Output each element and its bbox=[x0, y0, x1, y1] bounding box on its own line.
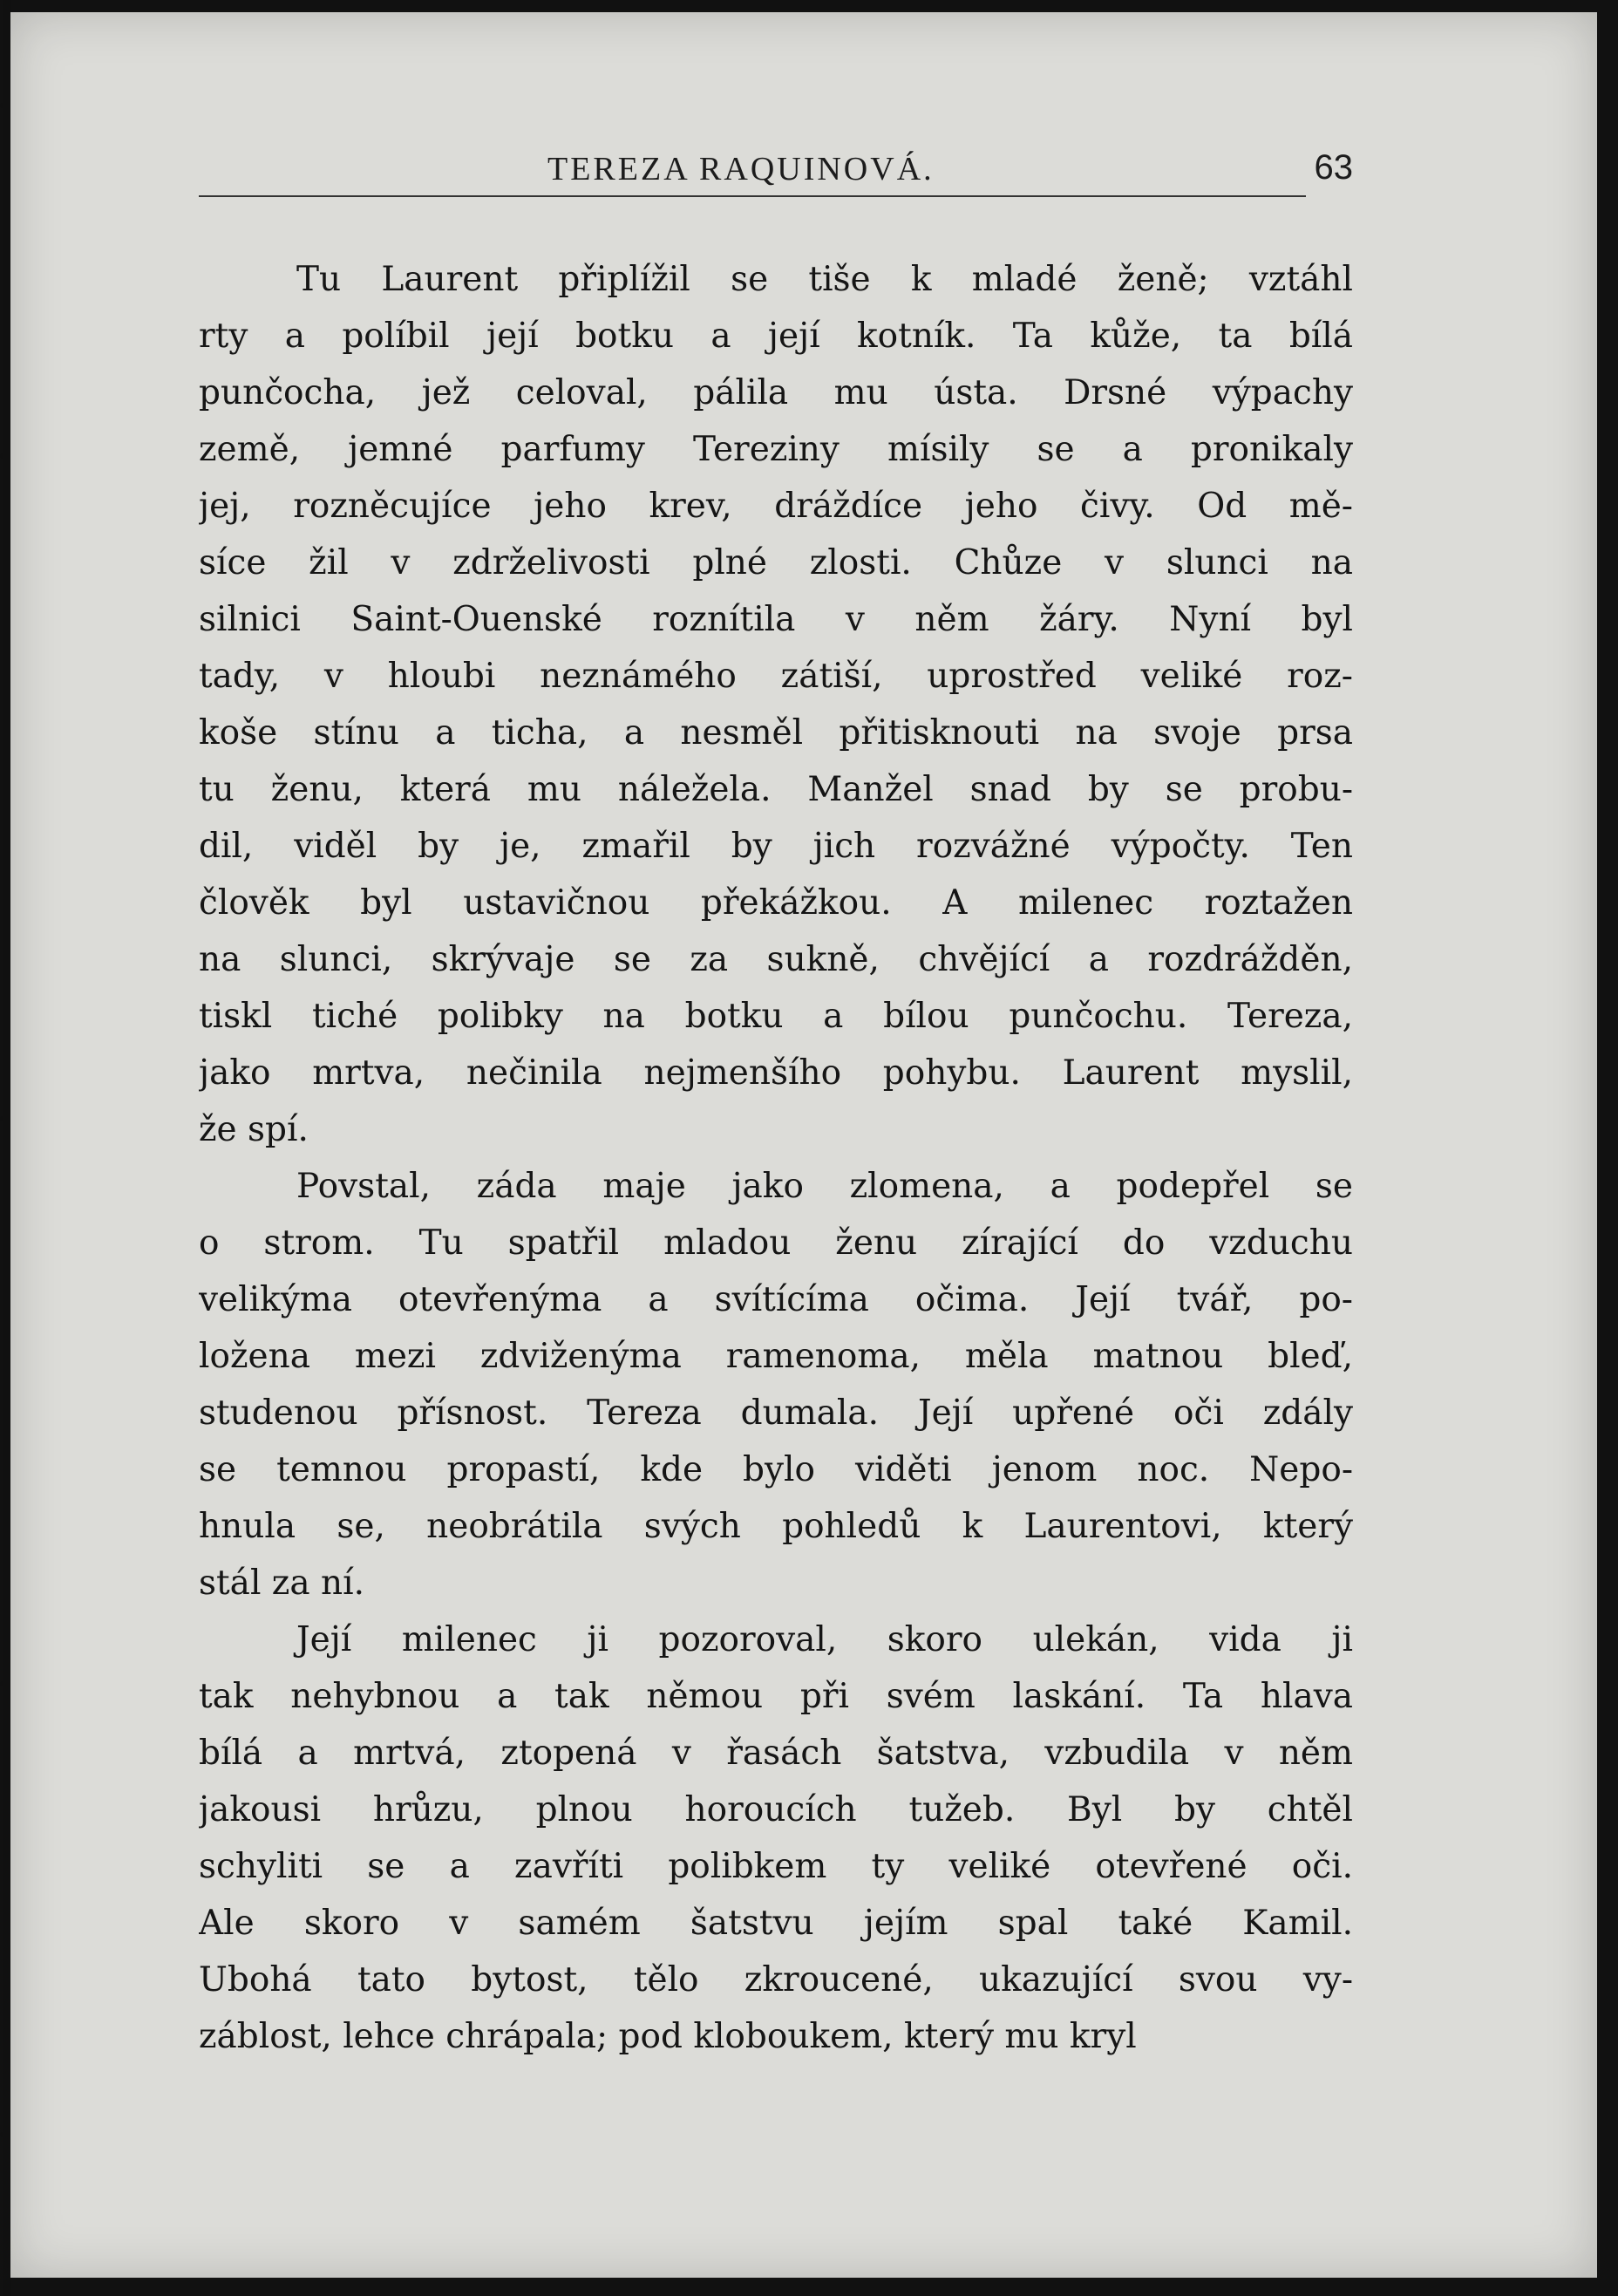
text-line: jej, rozněcujíce jeho krev, dráždíce jeho čivy. Od mě- bbox=[199, 487, 1353, 526]
text-line: jakousi hrůzu, plnou horoucích tužeb. Byl by chtěl bbox=[199, 1790, 1353, 1829]
text-line: studenou přísnost. Tereza dumala. Její upřené oči zdály bbox=[199, 1393, 1353, 1433]
text-line: tiskl tiché polibky na botku a bílou punčochu. Tereza, bbox=[199, 997, 1353, 1036]
text-line: punčocha, jež celoval, pálila mu ústa. Drsné výpachy bbox=[199, 373, 1353, 412]
paragraph bbox=[199, 251, 1353, 1158]
text-line: tady, v hloubi neznámého zátiší, uprostřed veliké roz- bbox=[199, 657, 1353, 696]
text-line: hnula se, neobrátila svých pohledů k Laurentovi, který bbox=[199, 1507, 1353, 1546]
text-line: že spí. bbox=[199, 1110, 309, 1149]
text-line: koše stínu a ticha, a nesměl přitisknouti na svoje prsa bbox=[199, 713, 1353, 753]
text-line: stál za ní. bbox=[199, 1564, 364, 1603]
text-line: jako mrtva, nečinila nejmenšího pohybu. Laurent myslil, bbox=[199, 1053, 1353, 1093]
text-line: člověk byl ustavičnou překážkou. A milenec roztažen bbox=[199, 883, 1353, 923]
text-line: tu ženu, která mu náležela. Manžel snad by se probu- bbox=[199, 770, 1353, 809]
header-rule bbox=[199, 195, 1306, 197]
text-line: země, jemné parfumy Tereziny mísily se a pronikaly bbox=[199, 430, 1353, 469]
text-line: bílá a mrtvá, ztopená v řasách šatstva, vzbudila v něm bbox=[199, 1734, 1353, 1773]
text-line: na slunci, skrývaje se za sukně, chvějící a rozdrážděn, bbox=[199, 940, 1353, 979]
paragraph bbox=[199, 1611, 1353, 2065]
text-line: Ubohá tato bytost, tělo zkroucené, ukazující svou vy- bbox=[199, 1960, 1353, 2000]
paragraph bbox=[199, 1158, 1353, 1611]
text-line: ložena mezi zdviženýma ramenoma, měla matnou bleď, bbox=[199, 1337, 1353, 1376]
text-line: velikýma otevřenýma a svítícíma očima. Její tvář, po- bbox=[199, 1280, 1353, 1319]
body-text bbox=[199, 251, 1353, 2065]
text-line: se temnou propastí, kde bylo viděti jenom noc. Nepo- bbox=[199, 1450, 1353, 1489]
running-title: TEREZA RAQUINOVÁ. bbox=[547, 151, 935, 187]
text-line: záblost, lehce chrápala; pod kloboukem, který mu kryl bbox=[199, 2017, 1137, 2056]
text-line: tak nehybnou a tak němou při svém laskání. Ta hlava bbox=[199, 1677, 1353, 1716]
text-line: silnici Saint-Ouenské roznítila v něm žáry. Nyní byl bbox=[199, 600, 1353, 639]
text-line: Povstal, záda maje jako zlomena, a podepřel se bbox=[296, 1167, 1353, 1206]
text-line: Ale skoro v samém šatstvu jejím spal také Kamil. bbox=[199, 1904, 1353, 1943]
text-line: Tu Laurent připlížil se tiše k mladé ženě; vztáhl bbox=[296, 260, 1353, 299]
text-line: schyliti se a zavříti polibkem ty veliké otevřené oči. bbox=[199, 1847, 1353, 1886]
text-line: o strom. Tu spatřil mladou ženu zírající do vzduchu bbox=[199, 1223, 1353, 1263]
text-line: dil, viděl by je, zmařil by jich rozvážné výpočty. Ten bbox=[199, 827, 1353, 866]
page-header bbox=[199, 145, 1353, 194]
text-line: rty a políbil její botku a její kotník. Ta kůže, ta bílá bbox=[199, 317, 1353, 356]
text-line: Její milenec ji pozoroval, skoro ulekán, vida ji bbox=[296, 1620, 1353, 1659]
text-line: síce žil v zdrželivosti plné zlosti. Chůze v slunci na bbox=[199, 543, 1353, 583]
page-number: 63 bbox=[1314, 148, 1353, 187]
